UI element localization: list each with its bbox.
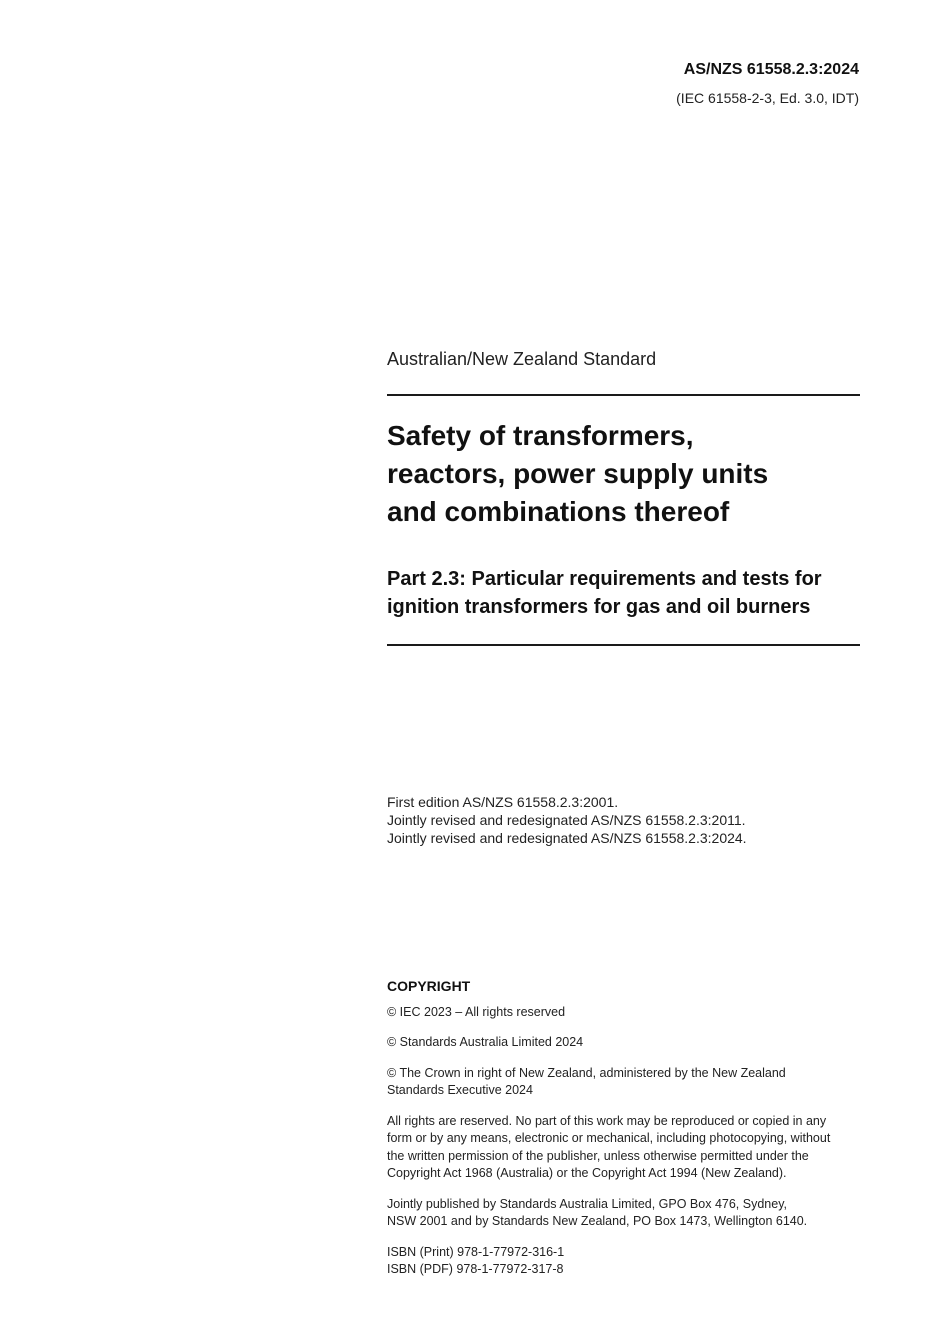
crown-copyright-line: © The Crown in right of New Zealand, administered by the New Zealand: [387, 1065, 786, 1080]
edition-history: [387, 793, 860, 847]
isbn-pdf: ISBN (PDF) 978-1-77972-317-8: [387, 1262, 564, 1276]
rights-statement-line: Copyright Act 1968 (Australia) or the Copyright Act 1994 (New Zealand).: [387, 1166, 787, 1180]
bottom-divider: [387, 644, 860, 646]
iec-reference: (IEC 61558-2-3, Ed. 3.0, IDT): [676, 90, 859, 106]
crown-copyright-line: Standards Executive 2024: [387, 1083, 533, 1097]
publisher-line: NSW 2001 and by Standards New Zealand, PO Box 1473, Wellington 6140.: [387, 1214, 808, 1228]
publisher-line: Jointly published by Standards Australia Limited, GPO Box 476, Sydney,: [387, 1196, 787, 1211]
edition-line: Jointly revised and redesignated AS/NZS 61558.2.3:2011.: [387, 812, 746, 828]
iec-copyright: © IEC 2023 – All rights reserved: [387, 1004, 566, 1019]
main-title: [387, 417, 827, 531]
copyright-heading: COPYRIGHT: [387, 978, 471, 994]
standard-type: Australian/New Zealand Standard: [387, 349, 657, 369]
part-title: [387, 565, 857, 621]
isbn-block: [387, 1244, 859, 1279]
crown-copyright: [387, 1065, 859, 1100]
rights-statement-line: All rights are reserved. No part of this work may be reproduced or copied in any: [387, 1113, 827, 1128]
publisher-statement: [387, 1196, 859, 1231]
edition-line: First edition AS/NZS 61558.2.3:2001.: [387, 794, 619, 810]
sa-copyright: © Standards Australia Limited 2024: [387, 1035, 584, 1049]
rights-statement-line: the written permission of the publisher, unless otherwise permitted under the: [387, 1148, 809, 1163]
main-title-line: and combinations thereof: [387, 496, 730, 527]
main-title-line: reactors, power supply units: [387, 458, 769, 489]
copyright-section: [387, 978, 860, 1292]
standard-number: AS/NZS 61558.2.3:2024: [683, 61, 859, 78]
part-title-line: Part 2.3: Particular requirements and tests for: [387, 568, 822, 590]
part-title-line: ignition transformers for gas and oil burners: [387, 596, 811, 618]
edition-line: Jointly revised and redesignated AS/NZS 61558.2.3:2024.: [387, 830, 747, 846]
main-title-line: Safety of transformers,: [387, 420, 694, 451]
top-divider: [387, 394, 860, 396]
rights-statement-line: form or by any means, electronic or mechanical, including photocopying, without: [387, 1131, 831, 1145]
rights-statement: [387, 1113, 859, 1183]
isbn-print: ISBN (Print) 978-1-77972-316-1: [387, 1244, 565, 1259]
